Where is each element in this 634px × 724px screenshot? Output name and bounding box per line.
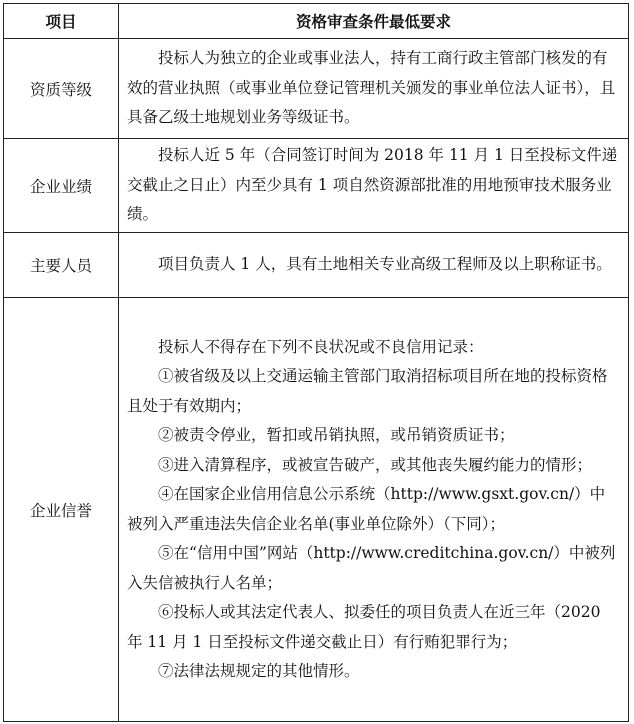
- row-label: 企业信誉: [4, 298, 119, 722]
- table-row: [4, 39, 629, 139]
- table-row: [4, 233, 629, 298]
- requirement-text: 投标人为独立的企业或事业法人，持有工商行政主管部门核发的有效的营业执照（或事业单位登记管理机关颁发的事业单位法人证书），且具备乙级土地规划业务等级证书。: [127, 49, 616, 127]
- requirement-text: 项目负责人 1 人，具有土地相关专业高级工程师及以上职称证书。: [158, 255, 612, 274]
- requirement-text: 投标人近 5 年（合同签订时间为 2018 年 11 月 1 日至投标文件递交截止之日止）内至少具有 1 项自然资源部批准的用地预审技术服务业绩。: [127, 146, 618, 224]
- header-requirement: 资格审查条件最低要求: [119, 4, 629, 39]
- row-content: [119, 39, 629, 139]
- requirement-item-4: ④在国家企业信用信息公示系统（http://www.gsxt.gov.cn/）中被列入严重违法失信企业名单(事业单位除外）（下同）；: [127, 485, 606, 533]
- requirement-item-5: ⑤在“信用中国”网站（http://www.creditchina.gov.cn/）中被列入失信被执行人名单；: [127, 544, 616, 592]
- requirement-item-7: ⑦法律法规规定的其他情形。: [158, 662, 360, 680]
- qualification-table: [3, 3, 629, 722]
- table-row: [4, 298, 629, 722]
- table-row: [4, 139, 629, 233]
- row-label: 企业业绩: [4, 139, 119, 233]
- row-label: 主要人员: [4, 233, 119, 298]
- row-content: [119, 139, 629, 233]
- requirement-item-2: ②被责令停业，暂扣或吊销执照，或吊销资质证书；: [158, 426, 515, 444]
- requirement-item-3: ③进入清算程序，或被宣告破产，或其他丧失履约能力的情形；: [158, 455, 593, 474]
- row-content: [119, 298, 629, 722]
- row-content: [119, 233, 629, 298]
- row-label: 资质等级: [4, 39, 119, 139]
- table-header-row: [4, 4, 629, 39]
- requirement-item-1: ①被省级及以上交通运输主管部门取消招标项目所在地的投标资格且处于有效期内；: [127, 367, 608, 415]
- requirement-intro: 投标人不得存在下列不良状况或不良信用记录：: [158, 337, 484, 356]
- requirement-item-6: ⑥投标人或其法定代表人、拟委任的项目负责人在近三年（2020 年 11 月 1 日至投标文件递交截止日）有行贿犯罪行为；: [127, 603, 601, 651]
- header-item: 项目: [4, 4, 119, 39]
